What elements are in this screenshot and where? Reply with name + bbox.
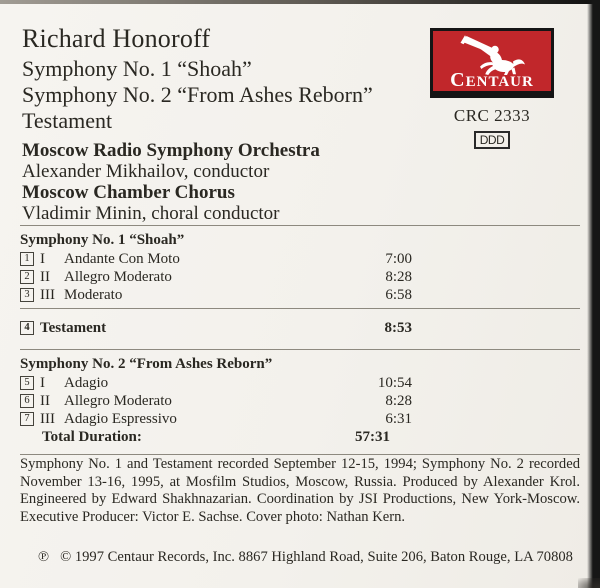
track-number-box: 1 bbox=[20, 252, 34, 266]
track-title: Allegro Moderato bbox=[64, 392, 172, 409]
work-title-1: Symphony No. 1 “Shoah” bbox=[22, 56, 252, 81]
track-row bbox=[20, 410, 580, 428]
track-row bbox=[20, 392, 580, 410]
track-time: 7:00 bbox=[385, 250, 412, 267]
movement-numeral: I bbox=[40, 250, 45, 267]
track-time: 8:28 bbox=[385, 268, 412, 285]
composer-name: Richard Honoroff bbox=[22, 24, 211, 53]
scan-edge-right bbox=[587, 0, 600, 588]
track-number-box: 5 bbox=[20, 376, 34, 390]
catalog-number: CRC 2333 bbox=[453, 106, 531, 125]
centaur-logo-box bbox=[430, 28, 554, 98]
divider bbox=[20, 225, 580, 226]
total-duration-row bbox=[20, 428, 580, 446]
copyright-line bbox=[38, 549, 573, 566]
work-title-2: Symphony No. 2 “From Ashes Reborn” bbox=[22, 82, 373, 107]
section-heading-symphony-1: Symphony No. 1 “Shoah” bbox=[20, 232, 185, 248]
track-title: Moderato bbox=[64, 286, 123, 303]
performers-block bbox=[22, 140, 373, 224]
track-row bbox=[20, 268, 580, 286]
chorus-name: Moscow Chamber Chorus bbox=[22, 182, 235, 203]
scan-edge-top bbox=[0, 0, 600, 4]
track-number-box: 2 bbox=[20, 270, 34, 284]
track-row bbox=[20, 286, 580, 304]
track-time: 8:53 bbox=[384, 319, 412, 336]
label-logo-text: CENTAUR bbox=[450, 69, 534, 91]
track-number-box: 7 bbox=[20, 412, 34, 426]
divider bbox=[20, 349, 580, 350]
track-number-box: 6 bbox=[20, 394, 34, 408]
recording-credits: Symphony No. 1 and Testament recorded September 12-15, 1994; Symphony No. 2 recorded November 13-16, 1995, at Mosfilm Studios, Moscow, Russia. Produced by Alexander Krol. Engineered by Edward Shakhnazarian. Coordination by JSI Productions, New York-Moscow. Executive Producer: Victor E. Sachse. Cover photo: Nathan Kern. bbox=[20, 456, 580, 525]
movement-numeral: I bbox=[40, 374, 45, 391]
track-number-box: 3 bbox=[20, 288, 34, 302]
section-heading-symphony-2: Symphony No. 2 “From Ashes Reborn” bbox=[20, 356, 273, 372]
track-row bbox=[20, 374, 580, 392]
track-title: Adagio bbox=[64, 374, 109, 391]
divider bbox=[20, 308, 580, 309]
spars-code-badge: DDD bbox=[474, 131, 511, 149]
track-title: Allegro Moderato bbox=[64, 268, 172, 285]
copyright-text: © 1997 Centaur Records, Inc. 8867 Highland Road, Suite 206, Baton Rouge, LA 70808 bbox=[60, 549, 573, 565]
label-column bbox=[430, 28, 554, 149]
track-time: 6:31 bbox=[385, 410, 412, 427]
movement-numeral: III bbox=[40, 286, 55, 303]
header-block bbox=[22, 22, 373, 224]
conductor-name: Alexander Mikhailov, conductor bbox=[22, 161, 270, 182]
track-title: Testament bbox=[40, 319, 107, 336]
total-duration-label: Total Duration: bbox=[42, 428, 142, 445]
phonogram-symbol: ℗ bbox=[38, 549, 50, 565]
track-title: Andante Con Moto bbox=[64, 250, 180, 267]
divider bbox=[20, 454, 580, 455]
total-duration-time: 57:31 bbox=[355, 428, 390, 445]
work-title-3: Testament bbox=[22, 108, 113, 133]
tracklist bbox=[20, 225, 580, 455]
movement-numeral: II bbox=[40, 268, 50, 285]
orchestra-name: Moscow Radio Symphony Orchestra bbox=[22, 140, 320, 161]
track-number-box: 4 bbox=[20, 321, 34, 335]
track-row bbox=[20, 250, 580, 268]
track-time: 10:54 bbox=[377, 374, 412, 391]
track-time: 8:28 bbox=[385, 392, 412, 409]
scan-edge-corner bbox=[578, 578, 600, 588]
track-time: 6:58 bbox=[385, 286, 412, 303]
movement-numeral: III bbox=[40, 410, 55, 427]
track-title: Adagio Espressivo bbox=[64, 410, 177, 427]
movement-numeral: II bbox=[40, 392, 50, 409]
track-row bbox=[20, 319, 580, 337]
choral-conductor-name: Vladimir Minin, choral conductor bbox=[22, 203, 280, 224]
